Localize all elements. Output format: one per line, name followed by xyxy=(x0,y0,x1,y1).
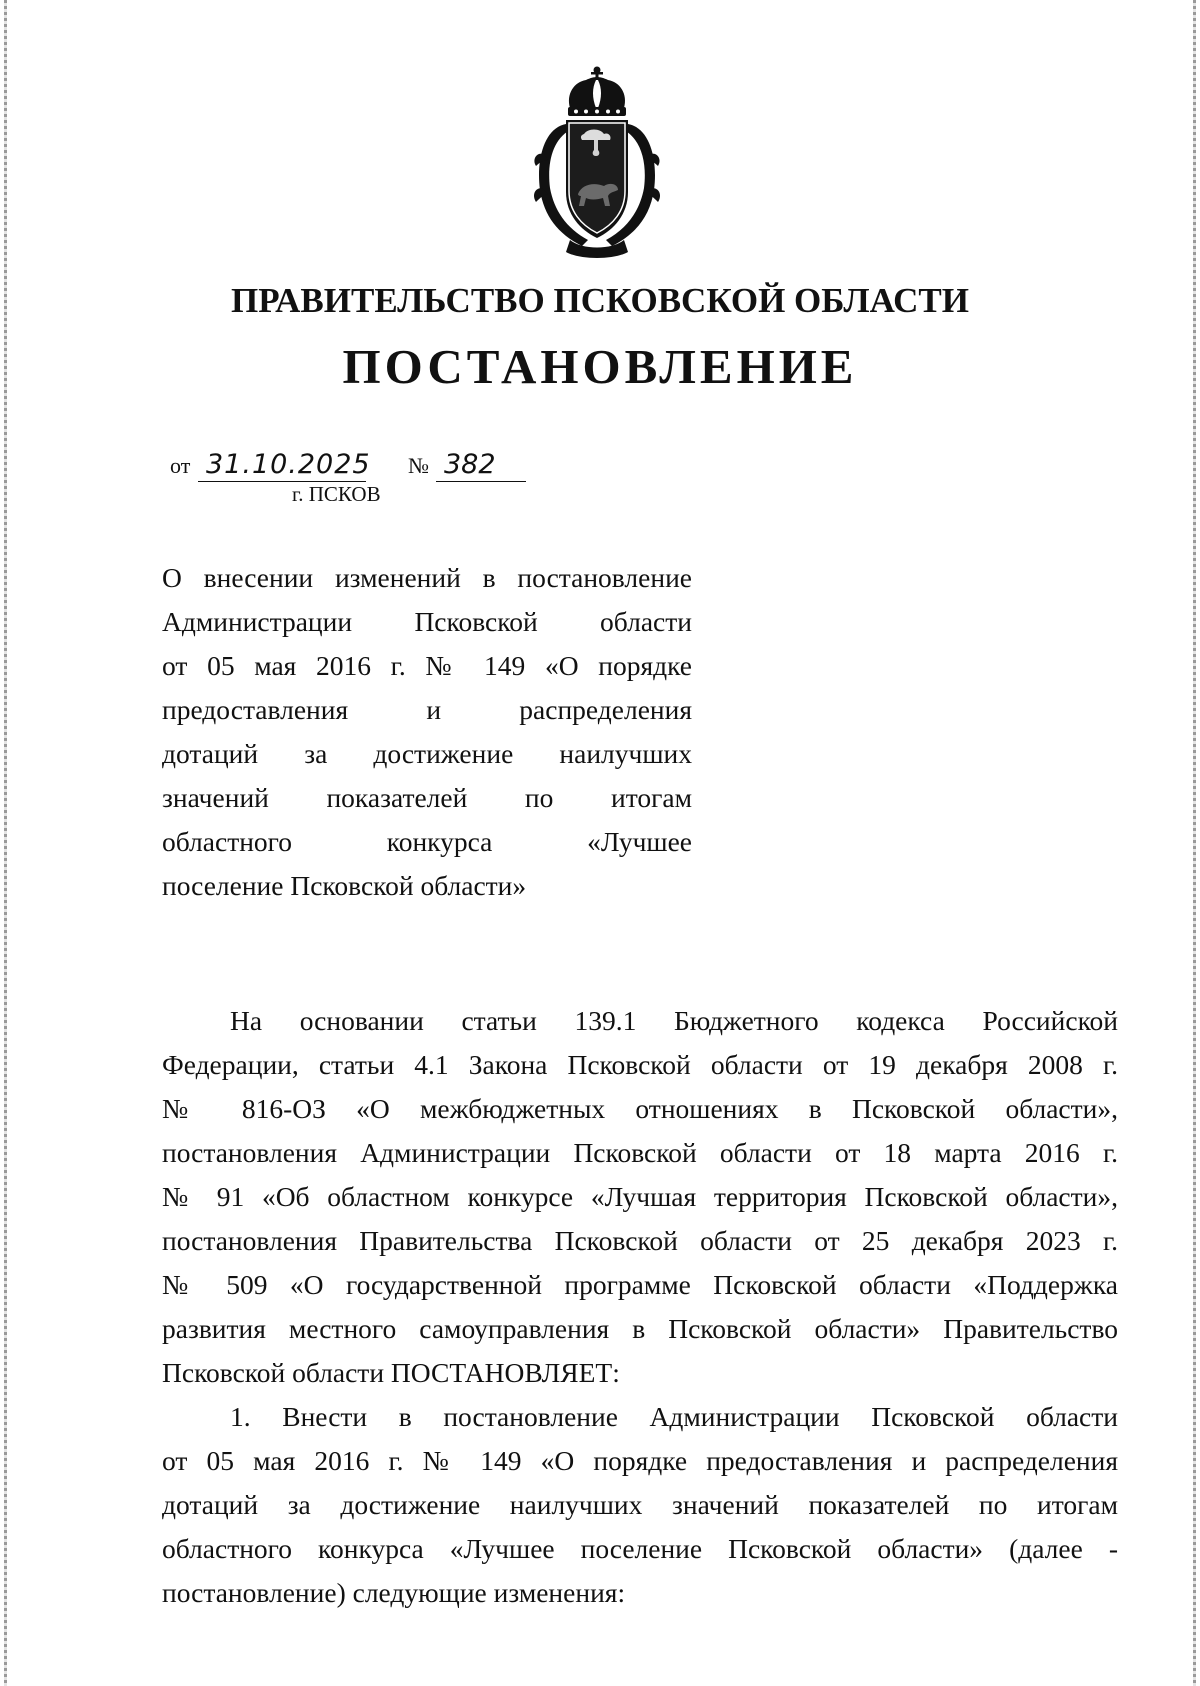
body-line: постановление) следующие изменения: xyxy=(162,1577,626,1608)
title-line: О внесении изменений в постановление xyxy=(162,562,692,593)
handwritten-number: 382 xyxy=(436,449,526,482)
date-prefix: от xyxy=(170,453,191,478)
body-line: развития местного самоуправления в Псковской области» Правительство xyxy=(162,1313,1118,1344)
coat-of-arms-emblem xyxy=(530,64,664,260)
body-line: постановления Правительства Псковской области от 25 декабря 2023 г. xyxy=(162,1225,1118,1256)
body-line: № 509 «О государственной программе Псковской области «Поддержка xyxy=(162,1269,1118,1300)
item-1-paragraph xyxy=(162,1395,1118,1615)
title-line: предоставления и распределения xyxy=(162,694,692,725)
document-type: ПОСТАНОВЛЕНИЕ xyxy=(342,339,858,394)
body-line: На основании статьи 139.1 Бюджетного кодекса Российской xyxy=(230,1005,1118,1036)
title-line: значений показателей по итогам xyxy=(162,782,692,813)
document-title xyxy=(162,556,692,908)
body-line: № 91 «Об областном конкурсе «Лучшая территория Псковской области», xyxy=(162,1181,1118,1212)
document-body xyxy=(162,999,1118,1615)
body-line: дотаций за достижение наилучших значений показателей по итогам xyxy=(162,1489,1118,1520)
body-line: областного конкурса «Лучшее поселение Псковской области» (далее - xyxy=(162,1533,1118,1564)
number-prefix: № xyxy=(408,453,429,478)
preamble-paragraph xyxy=(162,999,1118,1395)
title-line: поселение Псковской области» xyxy=(162,870,527,901)
body-line: от 05 мая 2016 г. № 149 «О порядке предоставления и распределения xyxy=(162,1445,1118,1476)
title-line: от 05 мая 2016 г. № 149 «О порядке xyxy=(162,650,692,681)
city-label: г. ПСКОВ xyxy=(292,482,381,506)
body-line: Псковской области ПОСТАНОВЛЯЕТ: xyxy=(162,1357,620,1388)
date-number-line xyxy=(170,448,530,482)
handwritten-date: 31.10.2025 xyxy=(198,449,366,482)
body-line: постановления Администрации Псковской области от 18 марта 2016 г. xyxy=(162,1137,1118,1168)
title-line: областного конкурса «Лучшее xyxy=(162,826,692,857)
organization-name: ПРАВИТЕЛЬСТВО ПСКОВСКОЙ ОБЛАСТИ xyxy=(231,281,969,320)
scan-edge-right xyxy=(1193,0,1196,1686)
scan-edge-left xyxy=(4,0,7,1686)
body-line: № 816-ОЗ «О межбюджетных отношениях в Псковской области», xyxy=(162,1093,1118,1124)
body-line: Федерации, статьи 4.1 Закона Псковской области от 19 декабря 2008 г. xyxy=(162,1049,1118,1080)
title-line: дотаций за достижение наилучших xyxy=(162,738,692,769)
body-line: 1. Внести в постановление Администрации Псковской области xyxy=(230,1401,1118,1432)
title-line: Администрации Псковской области xyxy=(162,606,692,637)
